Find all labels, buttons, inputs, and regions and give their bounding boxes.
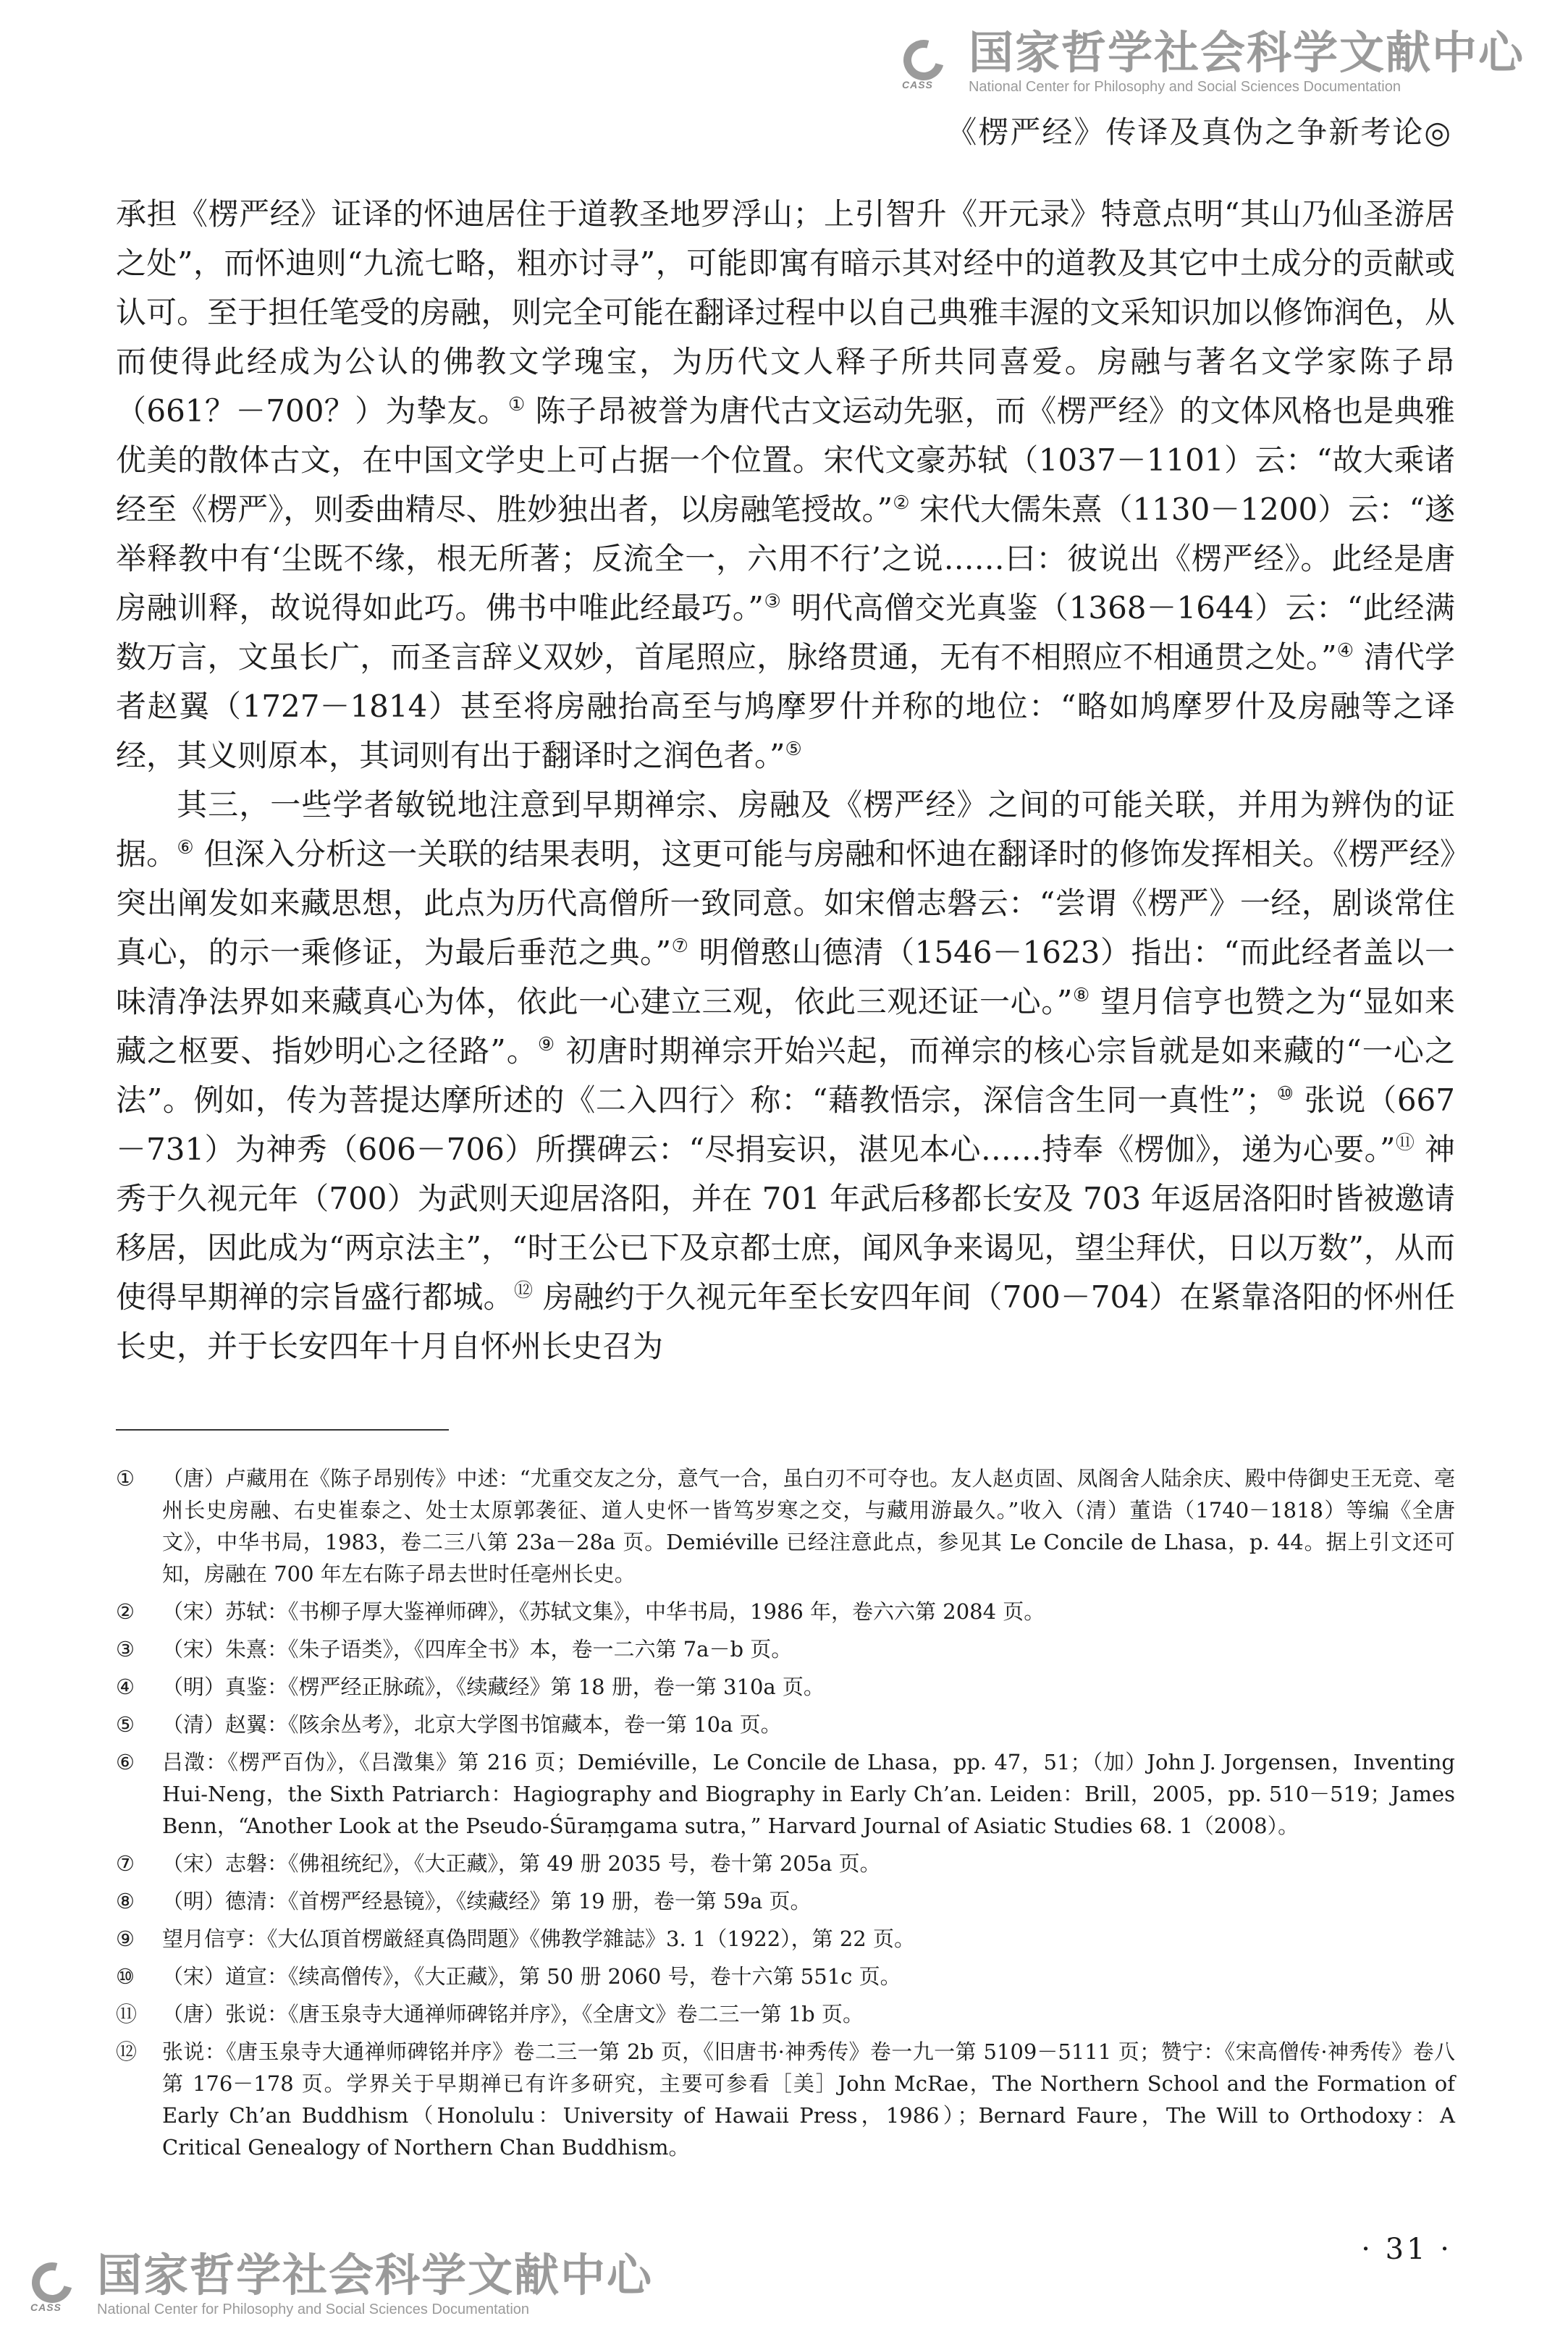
watermark-title: 国家哲学社会科学文献中心 (968, 26, 1525, 79)
text-run: 神秀于久视元年（700）为武则天迎居洛阳，并在 701 年武后移都长安及 703 年返居洛阳时皆被邀请移居，因此成为“两京法主”，“时王公已下及京都士庶，闻风争来谒见，望尘拜伏，日以万数”，从而使得早期禅的宗旨盛行都城。 (116, 1132, 1455, 1315)
footnote-ref: ⑪ (1395, 1132, 1415, 1154)
cass-logo-icon: CASS (29, 2257, 87, 2312)
footnote: ⑪ （唐）张说：《唐玉泉寺大通禅师碑铭并序》，《全唐文》卷二三一第 1b 页。 (116, 2002, 864, 2026)
footnote-ref: ⑥ (177, 837, 194, 859)
footnote: ④ （明）真鉴：《楞严经正脉疏》，《续藏经》第 18 册，卷一第 310a 页。 (116, 1675, 825, 1699)
text-run: 张说（667－731）为神秀（606－706）所撰碑云：“尽捐妄识，湛见本心……持奉《楞伽》，递为心要。” (116, 1082, 1455, 1167)
watermark-subtitle: National Center for Philosophy and Social Sciences Documentation (97, 2301, 530, 2317)
footnote: ③ （宋）朱熹：《朱子语类》，《四库全书》本，卷一二六第 7a－b 页。 (116, 1637, 793, 1662)
cass-logo-icon: CASS (901, 34, 958, 89)
footnote-ref: ⑨ (537, 1034, 556, 1056)
footnote-ref: ① (508, 394, 526, 416)
footnote-ref: ⑩ (1276, 1083, 1294, 1105)
footnote-ref: ② (893, 492, 910, 514)
footnote: ① （唐）卢藏用在《陈子昂别传》中述：“尤重交友之分，意气一合，虽白刃不可夺也。友人赵贞固、凤阁舍人陆余庆、殿中侍御史王无竞、亳州长史房融、右史崔泰之、处士太原郭袭征、道人史怀一皆笃岁寒之交，与藏用游最久。”收入（清）董诰（1740－1818）等编《全唐文》，中华书局，1983，卷二三八第 23a－28a 页。Demiéville 已经注意此点，参见其 Le Concile de Lhasa，p. 44。据上引文还可知，房融在 700 年左右陈子昂去世时任亳州长史。 (116, 1466, 1455, 1586)
footnote: ⑩ （宋）道宣：《续高僧传》，《大正藏》，第 50 册 2060 号，卷十六第 551c 页。 (116, 1964, 901, 1989)
text-run: 宋代大儒朱熹（1130－1200）云：“遂举释教中有‘尘既不缘，根无所著；反流全一，六用不行’之说……曰：彼说出《楞严经》。此经是唐房融训释，故说得如此巧。佛书中唯此经最巧。” (116, 492, 1455, 626)
footnote-ref: ③ (763, 591, 782, 612)
watermark-title: 国家哲学社会科学文献中心 (97, 2249, 654, 2301)
text-run: 望月信亨也赞之为“显如来藏之枢要、指妙明心之径路”。 (116, 984, 1455, 1069)
footnote: ⑥ 吕澂：《楞严百伪》，《吕澂集》第 216 页；Demiéville，Le Concile de Lhasa，pp. 47，51；（加）John J. Jorgensen，Inventing Hui-Neng，the Sixth Patriarch：Hagiography and Biography in Early Ch’an. Leiden：Brill，2005，pp. 510－519；James Benn，“Another Look at the Pseudo-Śūraṃgama sutra，” Harvard Journal of Asiatic Studies 68. 1（2008）。 (116, 1750, 1455, 1838)
text-run: 其三，一些学者敏锐地注意到早期禅宗、房融及《楞严经》之间的可能关联，并用为辨伪的证据。 (116, 787, 1455, 872)
text-run: 明代高僧交光真鉴（1368－1644）云：“此经满数万言，文虽长广，而圣言辞义双妙，首尾照应，脉络贯通，无有不相照应不相通贯之处。” (116, 590, 1455, 675)
footnote-separator (116, 1429, 449, 1431)
text-run: 清代学者赵翼（1727－1814）甚至将房融抬高至与鸠摩罗什并称的地位：“略如鸠摩罗什及房融等之译经，其义则原本，其词则有出于翻译时之润色者。” (116, 639, 1455, 773)
footnote-ref: ④ (1336, 640, 1354, 662)
footnote: ⑨ 望月信亨：《大仏頂首楞厳経真偽問題》《佛教学雜誌》3. 1（1922），第 22 页。 (116, 1926, 915, 1951)
text-run: 初唐时期禅宗开始兴起，而禅宗的核心宗旨就是如来藏的“一心之法”。例如，传为菩提达摩所述的《二入四行〉称：“藉教悟宗，深信含生同一真性”； (116, 1033, 1456, 1118)
text-run: 陈子昂被誉为唐代古文运动先驱，而《楞严经》的文体风格也是典雅优美的散体古文，在中国文学史上可占据一个位置。宋代文豪苏轼（1037－1101）云：“故大乘诸经至《楞严》，则委曲精尽、胜妙独出者，以房融笔授故。” (116, 393, 1456, 527)
footnote-ref: ⑤ (785, 738, 802, 760)
watermark-footer (29, 2250, 653, 2318)
watermark-subtitle: National Center for Philosophy and Social Sciences Documentation (968, 79, 1401, 95)
article-body (116, 190, 1455, 1371)
footnote: ⑦ （宋）志磐：《佛祖统纪》，《大正藏》，第 49 册 2035 号，卷十第 205a 页。 (116, 1851, 881, 1876)
text-run: 但深入分析这一关联的结果表明，这更可能与房融和怀迪在翻译时的修饰发挥相关。《楞严经》突出阐发如来藏思想，此点为历代高僧所一致同意。如宋僧志磐云：“尝谓《楞严》一经，剧谈常住真心，的示一乘修证，为最后垂范之典。” (116, 836, 1455, 970)
footnote-ref: ⑫ (514, 1280, 534, 1302)
footnote: ⑫ 张说：《唐玉泉寺大通禅师碑铭并序》卷二三一第 2b 页，《旧唐书·神秀传》卷一九一第 5109－5111 页；赞宁：《宋高僧传·神秀传》卷八第 176－178 页。学界关于早期禅已有许多研究，主要可参看［美］John McRae，The Northern School and the Formation of Early Ch’an Buddhism（Honolulu：University of Hawaii Press，1986）；Bernard Faure，The Will to Orthodoxy：A Critical Genealogy of Northern Chan Buddhism。 (116, 2039, 1455, 2160)
footnote-ref: ⑦ (671, 935, 689, 957)
watermark-header (901, 28, 1525, 96)
running-head: 《楞严经》传译及真伪之争新考论◎ (946, 114, 1452, 150)
text-run: 房融约于久视元年至长安四年间（700－704）在紧靠洛阳的怀州任长史，并于长安四年十月自怀州长史召为 (116, 1279, 1455, 1364)
footnote: ⑧ （明）德清：《首楞严经悬镜》，《续藏经》第 19 册，卷一第 59a 页。 (116, 1889, 812, 1913)
text-run: 明僧憨山德清（1546－1623）指出：“而此经者盖以一味清净法界如来藏真心为体，依此一心建立三观，依此三观还证一心。” (116, 935, 1455, 1019)
paragraph-1 (116, 190, 1455, 780)
footnote: ② （宋）苏轼：《书柳子厚大鉴禅师碑》，《苏轼文集》，中华书局，1986 年，卷六六第 2084 页。 (116, 1599, 1045, 1624)
paragraph-2 (116, 780, 1455, 1371)
footnote-ref: ⑧ (1072, 985, 1090, 1006)
page-number: · 31 · (1361, 2233, 1452, 2266)
footnote: ⑤ （清）赵翼：《陔余丛考》，北京大学图书馆藏本，卷一第 10a 页。 (116, 1712, 782, 1737)
text-run: 承担《楞严经》证译的怀迪居住于道教圣地罗浮山；上引智升《开元录》特意点明“其山乃仙圣游居之处”，而怀迪则“九流七略，粗亦讨寻”，可能即寓有暗示其对经中的道教及其它中土成分的贡献或认可。至于担任笔受的房融，则完全可能在翻译过程中以自己典雅丰渥的文采知识加以修饰润色，从而使得此经成为公认的佛教文学瑰宝，为历代文人释子所共同喜爱。房融与著名文学家陈子昂（661？－700？）为挚友。 (116, 196, 1455, 429)
footnotes (116, 1462, 1455, 2169)
